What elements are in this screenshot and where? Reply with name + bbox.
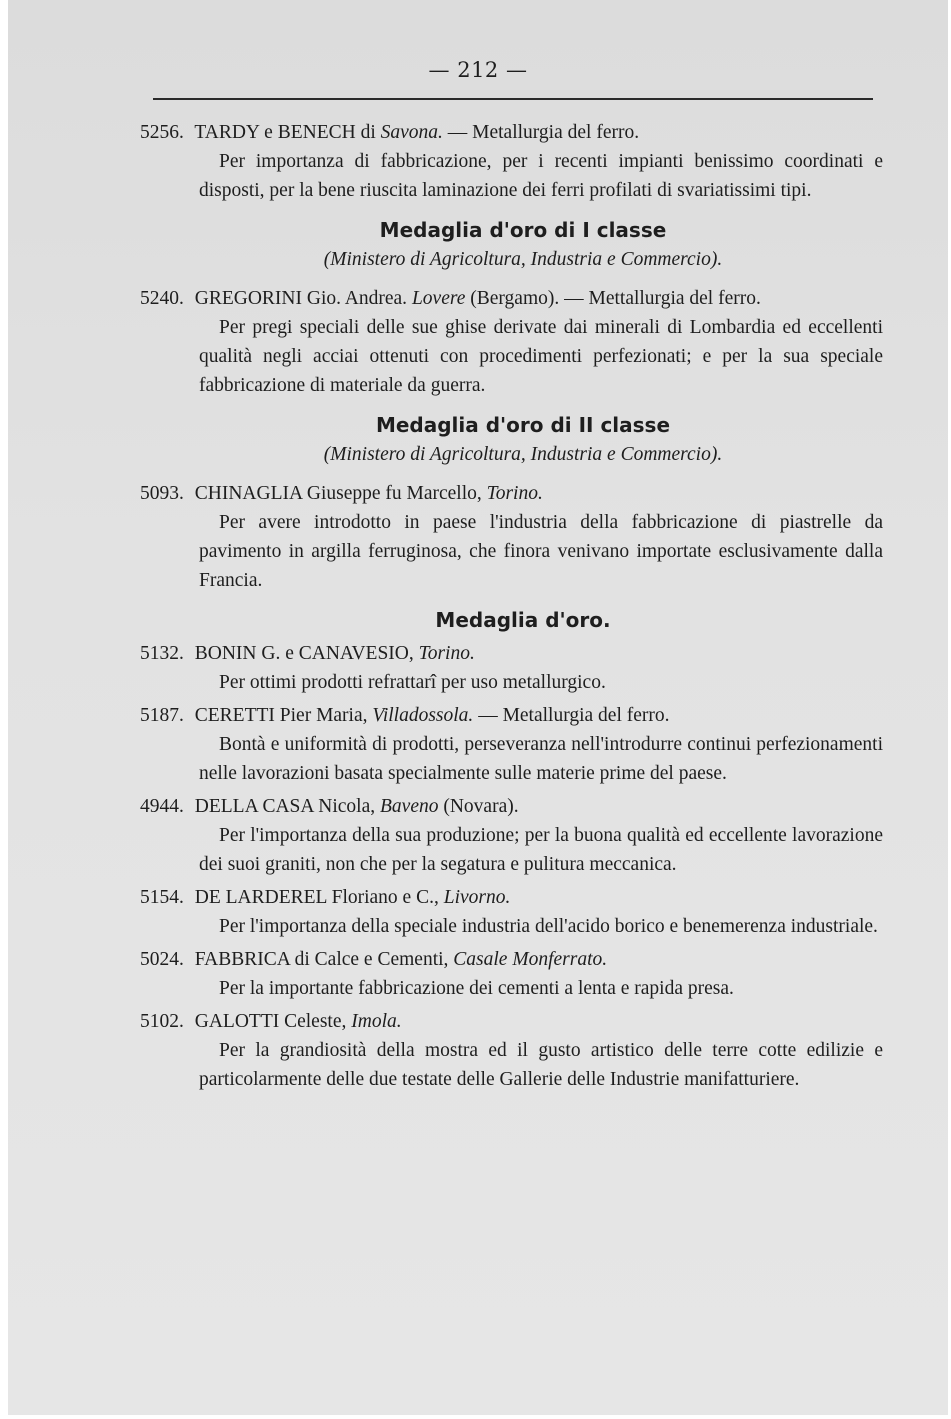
entry-number: 5024.	[140, 949, 184, 970]
exhibitor-place: Baveno	[380, 796, 439, 817]
exhibitor-name: FABBRICA di Calce e Cementi,	[194, 949, 449, 970]
entry-tail: — Metallurgia del ferro.	[478, 705, 670, 726]
exhibitor-name: TARDY e BENECH di	[194, 122, 376, 143]
exhibitor-name: CHINAGLIA Giuseppe fu Marcello,	[194, 483, 482, 504]
entry-motivation: Per pregi speciali delle sue ghise derivate dai minerali di Lombardia ed eccellenti qualità negli acciai ottenuti con procedimenti perfezionati; e per la sua speciale fabbricazione di materiale da guerra.	[199, 317, 883, 396]
exhibitor-place: Lovere	[411, 288, 466, 309]
ministry-note: (Ministero di Agricoltura, Industria e Commercio).	[323, 249, 723, 270]
entry-number: 5093.	[140, 483, 184, 504]
ministry-note: (Ministero di Agricoltura, Industria e Commercio).	[323, 444, 723, 465]
header-rule	[153, 98, 873, 100]
entry-tail: (Bergamo). — Mettallurgia del ferro.	[470, 288, 761, 309]
entry-number: 5256.	[140, 122, 184, 143]
entry-number: 5132.	[140, 643, 184, 664]
entry-motivation: Per l'importanza della sua produzione; per la buona qualità ed eccellente lavorazione dei suoi graniti, non che per la segatura e pulitura meccanica.	[199, 825, 883, 875]
entry-4944	[140, 792, 883, 879]
exhibitor-place: Livorno.	[443, 887, 511, 908]
exhibitor-name: DELLA CASA Nicola,	[194, 796, 376, 817]
entry-5240	[140, 284, 883, 400]
exhibitor-name: GALOTTI Celeste,	[194, 1011, 347, 1032]
entry-number: 5154.	[140, 887, 184, 908]
entry-number: 5187.	[140, 705, 184, 726]
scanned-page	[8, 0, 948, 1415]
entry-motivation: Per l'importanza della speciale industria dell'acido borico e benemerenza industriale.	[219, 916, 878, 937]
entry-heading	[140, 284, 883, 313]
exhibitor-place: Savona.	[380, 122, 443, 143]
entry-5093	[140, 479, 883, 595]
entry-motivation: Per importanza di fabbricazione, per i recenti impianti benissimo coordinati e disposti, per la bene riuscita laminazione dei ferri profilati di svariatissimi tipi.	[199, 151, 883, 201]
entry-heading	[140, 118, 883, 147]
entry-5024	[140, 945, 883, 1003]
entry-motivation: Bontà e uniformità di prodotti, perseveranza nell'introdurre continui perfezionamenti nelle lavorazioni basata specialmente sulle materie prime del paese.	[199, 734, 883, 784]
entry-number: 4944.	[140, 796, 184, 817]
entry-5102	[140, 1007, 883, 1094]
entry-motivation: Per ottimi prodotti refrattarî per uso metallurgico.	[219, 672, 606, 693]
entry-heading	[140, 792, 883, 821]
exhibitor-place: Casale Monferrato.	[453, 949, 608, 970]
exhibitor-name: GREGORINI Gio. Andrea.	[194, 288, 408, 309]
award-heading-gold-second-class: Medaglia d'oro di II classe	[375, 413, 671, 437]
entry-tail: (Novara).	[443, 796, 519, 817]
award-heading-gold: Medaglia d'oro.	[435, 608, 611, 632]
entry-motivation: Per avere introdotto in paese l'industria della fabbricazione di piastrelle da pavimento in argilla ferruginosa, che finora venivano importate esclusivamente dalla Francia.	[199, 512, 883, 591]
exhibitor-place: Torino.	[418, 643, 475, 664]
entry-5187	[140, 701, 883, 788]
entry-tail: — Metallurgia del ferro.	[447, 122, 640, 143]
entry-heading	[140, 701, 883, 730]
entry-motivation: Per la importante fabbricazione dei cementi a lenta e rapida presa.	[219, 978, 734, 999]
entry-5132	[140, 639, 883, 697]
entry-number: 5102.	[140, 1011, 184, 1032]
exhibitor-name: BONIN G. e CANAVESIO,	[194, 643, 414, 664]
entry-heading	[140, 883, 883, 912]
entry-5154	[140, 883, 883, 941]
entry-heading	[140, 945, 883, 974]
exhibitor-place: Imola.	[351, 1011, 402, 1032]
page-body	[140, 118, 883, 1098]
exhibitor-place: Torino.	[486, 483, 543, 504]
exhibitor-name: DE LARDEREL Floriano e C.,	[194, 887, 439, 908]
entry-motivation: Per la grandiosità della mostra ed il gusto artistico delle terre cotte edilizie e particolarmente delle due testate delle Gallerie delle Industrie manifatturiere.	[199, 1040, 883, 1090]
entry-5256	[140, 118, 883, 205]
exhibitor-name: CERETTI Pier Maria,	[194, 705, 368, 726]
exhibitor-place: Villadossola.	[372, 705, 474, 726]
page-number: — 212 —	[428, 58, 528, 82]
entry-heading	[140, 1007, 883, 1036]
entry-heading	[140, 479, 883, 508]
entry-heading	[140, 639, 883, 668]
entry-number: 5240.	[140, 288, 184, 309]
award-heading-gold-first-class: Medaglia d'oro di I classe	[379, 218, 667, 242]
